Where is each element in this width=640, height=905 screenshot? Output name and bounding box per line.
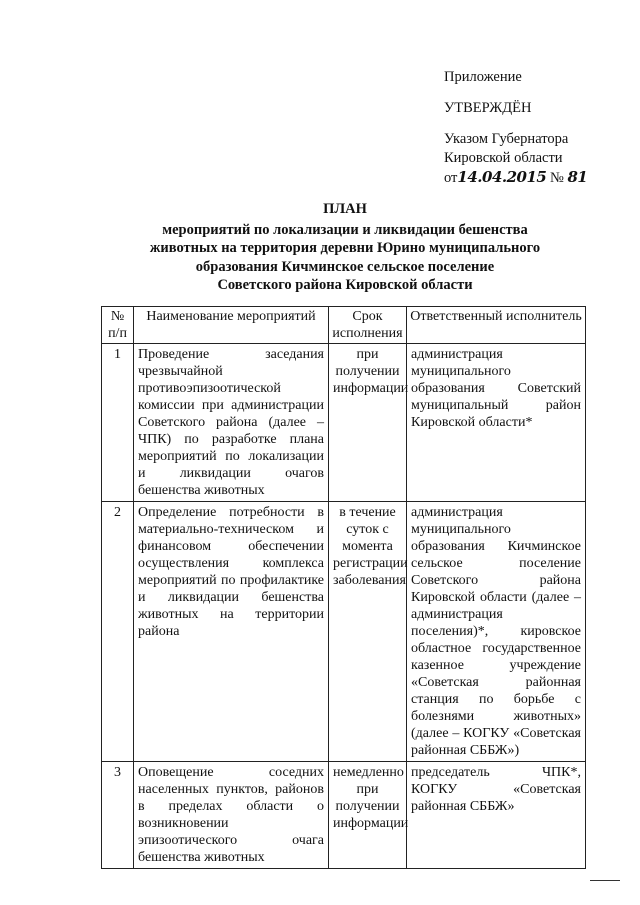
row-responsible: председатель ЧПК*, КОГКУ «Советская районная СББЖ» — [407, 762, 586, 869]
approved-stamp: УТВЕРЖДЁН — [444, 100, 532, 116]
table-row — [102, 502, 586, 762]
row-term: немедленно при получении информации — [329, 762, 407, 869]
plan-table — [101, 306, 586, 869]
row-activity: Оповещение соседних населенных пунктов, районов в пределах области о возникновении эпизоотического очага бешенства животных — [134, 762, 329, 869]
title-line-2: животных на территория деревни Юрино муниципального — [149, 240, 541, 256]
row-num: 1 — [102, 344, 134, 502]
number-prefix: № — [549, 170, 564, 186]
approval-block — [444, 68, 634, 188]
plan-heading: ПЛАН — [323, 201, 367, 217]
page-edge-mark — [590, 880, 620, 881]
decree-date-row — [444, 168, 634, 188]
decree-line-2: Кировской области — [444, 150, 563, 166]
title-line-3: образования Кичминское сельское поселение — [195, 258, 495, 275]
table-header-row — [102, 307, 586, 344]
row-num: 2 — [102, 502, 134, 762]
row-responsible: администрация муниципального образования Советский муниципальный район Кировской области* — [407, 344, 586, 502]
row-activity: Проведение заседания чрезвычайной противоэпизоотической комиссии при администрации Советского района (далее – ЧПК) по разработке плана мероприятий по локализации и ликвидации очагов бешенства животных — [134, 344, 329, 502]
row-activity: Определение потребности в материально-техническом и финансовом обеспечении осуществления комплекса мероприятий по профилактике и ликвидации бешенства животных на территории района — [134, 502, 329, 762]
header-resp: Ответственный исполнитель — [407, 307, 586, 344]
table-row — [102, 344, 586, 502]
title-line-1: мероприятий по локализации и ликвидации бешенства — [162, 221, 528, 238]
header-name: Наименование мероприятий — [134, 307, 329, 344]
row-term: при получении информации — [329, 344, 407, 502]
document-title — [110, 200, 580, 295]
appendix-label: Приложение — [444, 69, 522, 85]
row-num: 3 — [102, 762, 134, 869]
header-term: Срок исполнения — [329, 307, 407, 344]
title-line-4: Советского района Кировской области — [217, 277, 473, 293]
decree-line-1: Указом Губернатора — [444, 131, 569, 147]
handwritten-date: 14.04.2015 — [457, 168, 547, 186]
header-num: № п/п — [102, 307, 134, 344]
row-responsible: администрация муниципального образования Кичминское сельское поселение Советского района Кировской области (далее – администрация поселения)*, кировское областное государственное казенное учреждение «Советская районная станция по борьбе с болезнями животных» (далее – КОГКУ «Советская районная СББЖ») — [407, 502, 586, 762]
handwritten-number: 81 — [567, 168, 588, 186]
from-prefix: от — [444, 170, 458, 186]
table-row — [102, 762, 586, 869]
row-term: в течение суток с момента регистрации заболевания — [329, 502, 407, 762]
